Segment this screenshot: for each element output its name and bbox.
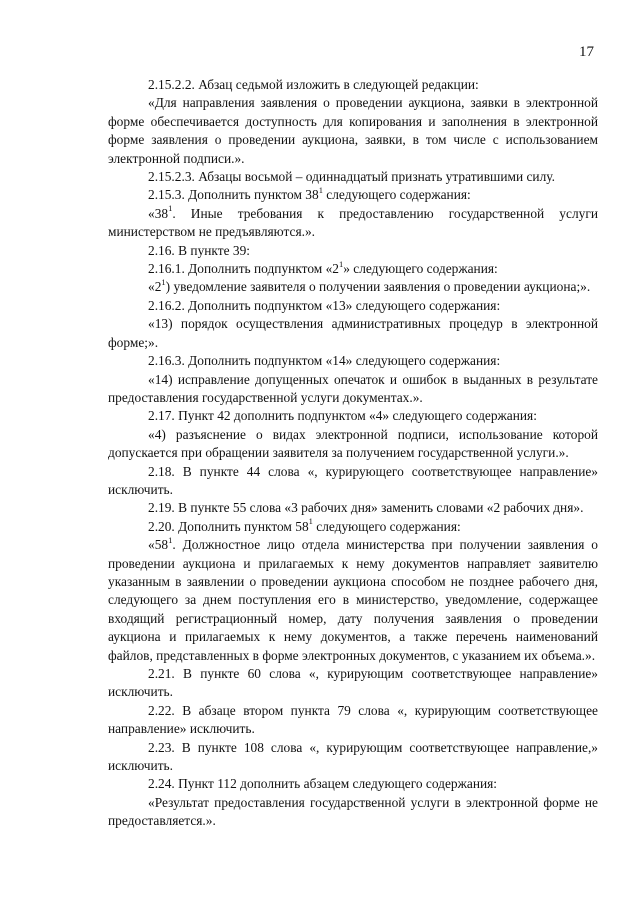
paragraph: 2.22. В абзаце втором пункта 79 слова «, курирующим соответствующее направление» исключить. — [108, 702, 598, 737]
paragraph: «4) разъяснение о видах электронной подписи, использование которой допускается при обращении заявителя за получением государственной услуги.». — [108, 426, 598, 461]
paragraph-text: 2.16.1. Дополнить подпунктом «2 — [148, 261, 339, 277]
paragraph — [108, 278, 598, 296]
paragraph: 2.15.2.3. Абзацы восьмой – одиннадцатый признать утратившими силу. — [148, 169, 555, 185]
paragraph-text: » следующего содержания: — [343, 261, 498, 277]
paragraph — [108, 186, 598, 204]
paragraph-text: «2 — [148, 279, 162, 295]
paragraph-text: ) уведомление заявителя о получении заявления о проведении аукциона;». — [165, 279, 591, 295]
paragraph-text: 2.20. Дополнить пунктом 58 — [148, 518, 309, 534]
paragraph-text: следующего содержания: — [312, 518, 461, 534]
paragraph-text: «58 — [148, 537, 169, 553]
paragraph: 2.16.3. Дополнить подпунктом «14» следующего содержания: — [148, 353, 501, 369]
paragraph: «14) исправление допущенных опечаток и ошибок в выданных в результате предоставления государственной услуги документах.». — [108, 371, 598, 405]
paragraph-text: . Иные требования к предоставлению государственной услуги министерством не предъявляются.». — [108, 205, 598, 240]
paragraph: 2.16. В пункте 39: — [148, 242, 251, 258]
paragraph: 2.17. Пункт 42 дополнить подпунктом «4» следующего содержания: — [148, 408, 537, 424]
paragraph — [108, 536, 598, 665]
superscript: 1 — [168, 203, 173, 214]
paragraph-text: . Должностное лицо отдела министерства при получении заявления о проведении аукциона и прилагаемых к нему документов направляет заявителю указанным в заявлении о проведении аукциона способом не позднее рабочего дня, следующего за днем поступления его в министерство, уведомление, содержащее входящий регистрационный номер, дату получения заявления о проведении аукциона и прилагаемых к нему документов, а также перечень наименований файлов, представленных в форме электронных документов, с указанием их объема.». — [108, 537, 598, 663]
paragraph-text: «38 — [148, 205, 169, 221]
paragraph: «Для направления заявления о проведении аукциона, заявки в электронной форме обеспечивается доступность для копирования и заполнения в электронной форме заявления о проведении аукциона, заявки, в том числе с использованием электронной подписи.». — [108, 95, 598, 166]
paragraph: «Результат предоставления государственной услуги в электронной форме не предоставляется.». — [108, 794, 598, 829]
paragraph: 2.19. В пункте 55 слова «3 рабочих дня» заменить словами «2 рабочих дня». — [148, 500, 584, 516]
superscript: 1 — [318, 184, 323, 195]
page-number: 17 — [579, 44, 594, 60]
paragraph: 2.21. В пункте 60 слова «, курирующим соответствующее направление» исключить. — [108, 666, 598, 700]
document-body — [108, 76, 598, 831]
paragraph — [108, 260, 598, 278]
paragraph: «13) порядок осуществления административных процедур в электронной форме;». — [108, 316, 598, 350]
paragraph — [108, 205, 598, 242]
paragraph: 2.23. В пункте 108 слова «, курирующим соответствующее направление,» исключить. — [108, 739, 598, 774]
superscript: 1 — [308, 516, 313, 527]
superscript: 1 — [338, 258, 344, 269]
paragraph: 2.16.2. Дополнить подпунктом «13» следующего содержания: — [148, 297, 501, 313]
paragraph-text: следующего содержания: — [322, 187, 471, 203]
paragraph-text: 2.15.3. Дополнить пунктом 38 — [148, 187, 319, 203]
superscript: 1 — [168, 534, 173, 545]
paragraph: 2.18. В пункте 44 слова «, курирующего соответствующее направление» исключить. — [108, 463, 598, 497]
superscript: 1 — [161, 277, 166, 287]
paragraph: 2.15.2.2. Абзац седьмой изложить в следующей редакции: — [148, 77, 479, 92]
paragraph — [108, 518, 598, 536]
paragraph: 2.24. Пункт 112 дополнить абзацем следующего содержания: — [148, 776, 498, 792]
